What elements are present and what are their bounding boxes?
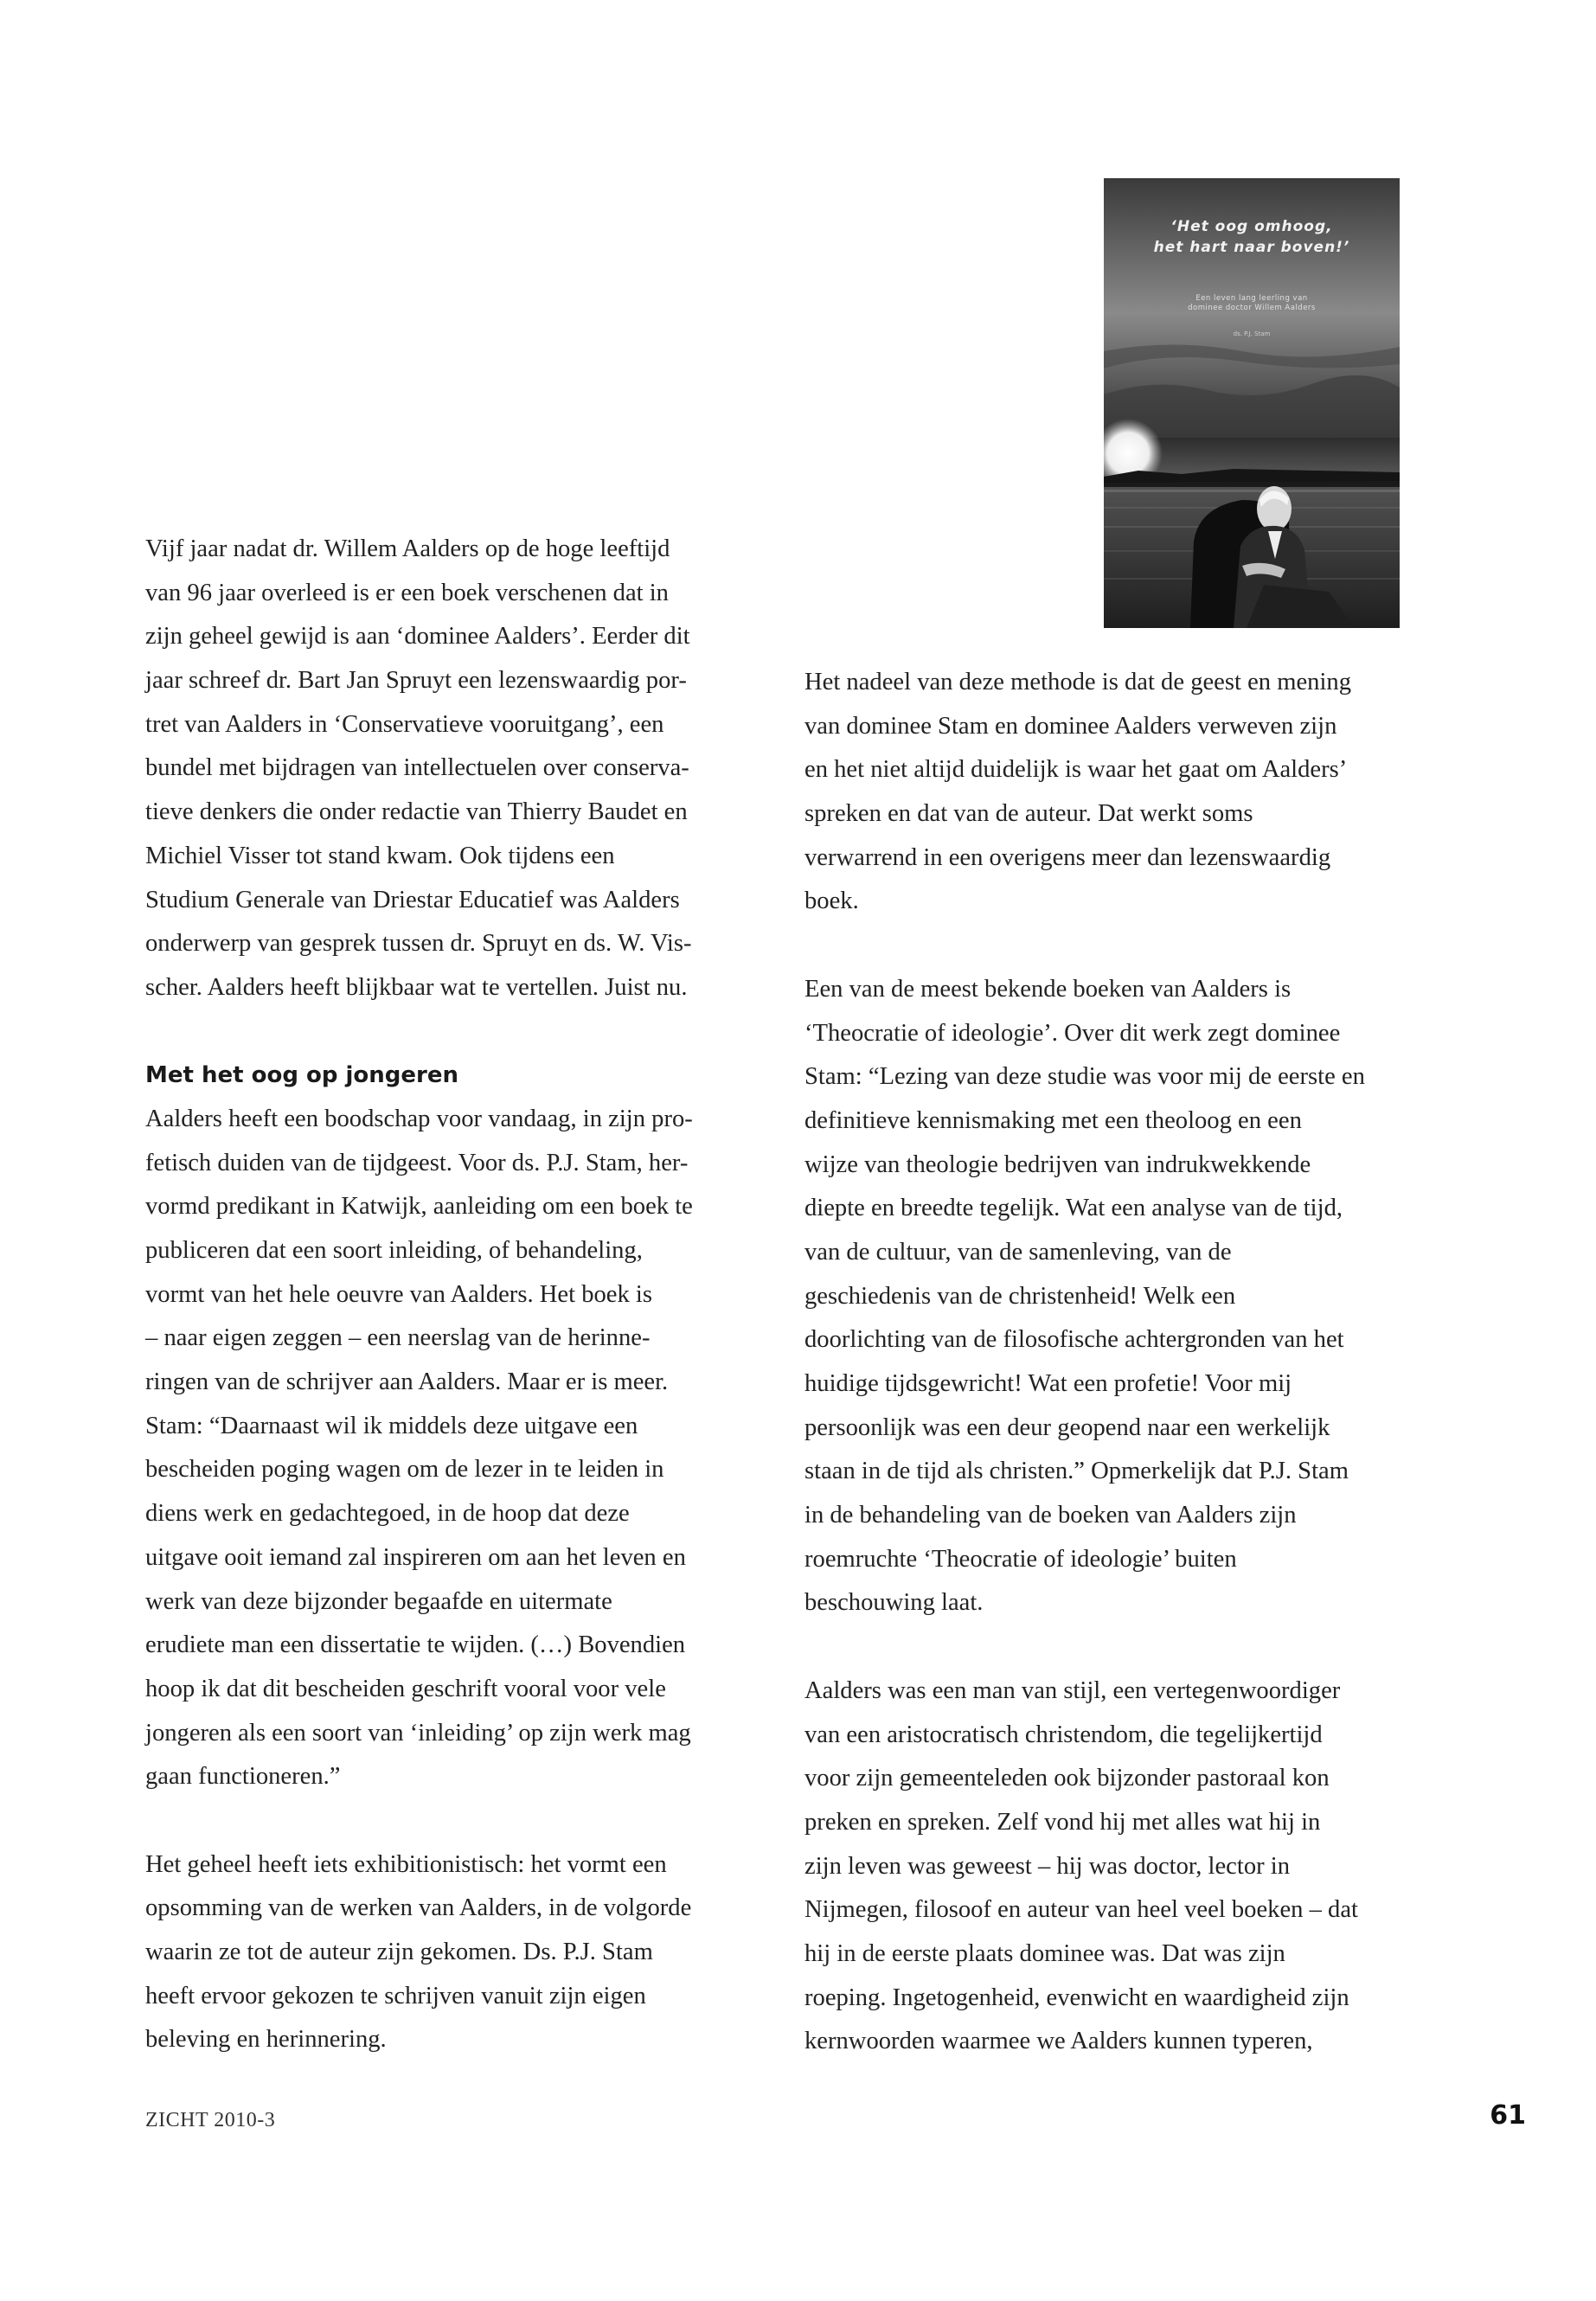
text-line: Studium Generale van Driestar Educatief was Aalders xyxy=(145,886,680,913)
text-line: opsomming van de werken van Aalders, in de volgorde xyxy=(145,1894,692,1922)
cover-author: ds. P.J. Stam xyxy=(1233,330,1271,337)
text-line: voor zijn gemeenteleden ook bijzonder pastoraal kon xyxy=(804,1765,1330,1792)
text-line: vormt van het hele oeuvre van Aalders. Het boek is xyxy=(145,1280,652,1308)
text-line: heeft ervoor gekozen te schrijven vanuit zijn eigen xyxy=(145,1982,646,2009)
journal-issue: ZICHT 2010-3 xyxy=(145,2109,276,2131)
book-cover-image xyxy=(1104,178,1400,628)
text-line: definitieve kennismaking met een theoloog en een xyxy=(804,1106,1302,1134)
text-line: diepte en breedte tegelijk. Wat een analyse van de tijd, xyxy=(804,1195,1343,1222)
text-line: Stam: “Lezing van deze studie was voor mij de eerste en xyxy=(804,1063,1365,1091)
text-line: Het geheel heeft iets exhibitionistisch: het vormt een xyxy=(145,1850,667,1878)
text-line: gaan functioneren.” xyxy=(145,1763,341,1791)
cover-subtitle-line1: Een leven lang leerling van xyxy=(1195,294,1308,303)
text-line: diens werk en gedachtegoed, in de hoop dat deze xyxy=(145,1500,630,1528)
section-heading: Met het oog op jongeren xyxy=(145,1062,459,1089)
right-paragraph-1 xyxy=(804,661,1410,924)
text-line: van dominee Stam en dominee Aalders verweven zijn xyxy=(804,712,1337,740)
text-line: huidige tijdsgewricht! Wat een profetie! Voor mij xyxy=(804,1370,1292,1397)
text-line: Aalders heeft een boodschap voor vandaag, in zijn pro- xyxy=(145,1105,693,1132)
text-line: zijn geheel gewijd is aan ‘dominee Aalders’. Eerder dit xyxy=(145,623,690,651)
text-line: van de cultuur, van de samenleving, van de xyxy=(804,1238,1232,1266)
text-line: en het niet altijd duidelijk is waar het gaat om Aalders’ xyxy=(804,756,1348,784)
text-line: staan in de tijd als christen.” Opmerkelijk dat P.J. Stam xyxy=(804,1458,1349,1485)
left-paragraph-1 xyxy=(145,528,742,1010)
text-line: scher. Aalders heeft blijkbaar wat te vertellen. Juist nu. xyxy=(145,973,688,1001)
text-line: jongeren als een soort van ‘inleiding’ op zijn werk mag xyxy=(145,1719,691,1747)
text-line: roeping. Ingetogenheid, evenwicht en waardigheid zijn xyxy=(804,1984,1349,2011)
text-line: kernwoorden waarmee we Aalders kunnen typeren, xyxy=(804,2028,1313,2055)
text-line: bescheiden poging wagen om de lezer in te leiden in xyxy=(145,1456,664,1484)
paragraph-gap xyxy=(145,1010,742,1054)
text-line: van 96 jaar overleed is er een boek verschenen dat in xyxy=(145,579,669,606)
text-line: tieve denkers die onder redactie van Thierry Baudet en xyxy=(145,798,688,826)
text-line: persoonlijk was een deur geopend naar een werkelijk xyxy=(804,1413,1330,1441)
text-line: waarin ze tot de auteur zijn gekomen. Ds. P.J. Stam xyxy=(145,1939,653,1965)
text-line: doorlichting van de filosofische achtergronden van het xyxy=(804,1326,1344,1354)
text-line: Stam: “Daarnaast wil ik middels deze uitgave een xyxy=(145,1412,638,1439)
text-line: Aalders was een man van stijl, een vertegenwoordiger xyxy=(804,1676,1341,1704)
text-line: Nijmegen, filosoof en auteur van heel veel boeken – dat xyxy=(804,1896,1358,1924)
text-line: vormd predikant in Katwijk, aanleiding om een boek te xyxy=(145,1193,693,1221)
text-line: boek. xyxy=(804,888,859,915)
text-line: erudiete man een dissertatie te wijden. (…) Bovendien xyxy=(145,1631,686,1659)
paragraph-gap xyxy=(145,1799,742,1843)
left-paragraph-3 xyxy=(145,1843,742,2062)
text-line: van een aristocratisch christendom, die tegelijkertijd xyxy=(804,1721,1323,1748)
left-paragraph-2 xyxy=(145,1098,742,1799)
text-line: zijn leven was geweest – hij was doctor, lector in xyxy=(804,1852,1291,1880)
text-line: Vijf jaar nadat dr. Willem Aalders op de hoge leeftijd xyxy=(145,535,670,562)
right-column xyxy=(804,661,1410,2064)
text-line: tret van Aalders in ‘Conservatieve vooruitgang’, een xyxy=(145,710,664,738)
text-line: hij in de eerste plaats dominee was. Dat was zijn xyxy=(804,1939,1285,1967)
right-paragraph-2 xyxy=(804,968,1410,1625)
right-paragraph-3 xyxy=(804,1670,1410,2064)
text-line: Een van de meest bekende boeken van Aalders is xyxy=(804,975,1292,1003)
text-line: fetisch duiden van de tijdgeest. Voor ds. P.J. Stam, her- xyxy=(145,1149,689,1176)
cover-title-line2: het hart naar boven!’ xyxy=(1153,239,1350,256)
text-line: ‘Theocratie of ideologie’. Over dit werk zegt dominee xyxy=(804,1019,1341,1047)
text-line: verwarrend in een overigens meer dan lezenswaardig xyxy=(804,843,1331,871)
cover-subtitle xyxy=(1104,294,1400,313)
text-line: ringen van de schrijver aan Aalders. Maar er is meer. xyxy=(145,1368,669,1396)
paragraph-gap xyxy=(804,924,1410,968)
cover-title-line1: ‘Het oog omhoog, xyxy=(1170,218,1333,235)
text-line: Michiel Visser tot stand kwam. Ook tijdens een xyxy=(145,842,615,869)
text-line: uitgave ooit iemand zal inspireren om aan het leven en xyxy=(145,1543,686,1571)
text-line: beleving en herinnering. xyxy=(145,2026,387,2054)
text-line: wijze van theologie bedrijven van indrukwekkende xyxy=(804,1150,1311,1178)
page-number: 61 xyxy=(1490,2100,1526,2131)
text-line: – naar eigen zeggen – een neerslag van de herinne- xyxy=(145,1324,651,1352)
cover-title xyxy=(1104,216,1400,258)
text-line: bundel met bijdragen van intellectuelen over conserva- xyxy=(145,754,689,782)
text-line: preken en spreken. Zelf vond hij met alles wat hij in xyxy=(804,1808,1321,1836)
text-line: publiceren dat een soort inleiding, of behandeling, xyxy=(145,1237,643,1264)
text-line: geschiedenis van de christenheid! Welk een xyxy=(804,1282,1236,1310)
text-line: in de behandeling van de boeken van Aalders zijn xyxy=(804,1502,1297,1529)
text-line: spreken en dat van de auteur. Dat werkt soms xyxy=(804,800,1253,828)
left-column xyxy=(145,528,742,2062)
text-line: beschouwing laat. xyxy=(804,1589,984,1617)
text-line: werk van deze bijzonder begaafde en uitermate xyxy=(145,1587,612,1615)
text-line: onderwerp van gesprek tussen dr. Spruyt en ds. W. Vis- xyxy=(145,930,692,958)
text-line: hoop ik dat dit bescheiden geschrift vooral voor vele xyxy=(145,1675,666,1702)
text-line: Het nadeel van deze methode is dat de geest en mening xyxy=(804,669,1351,695)
text-line: roemruchte ‘Theocratie of ideologie’ buiten xyxy=(804,1545,1237,1573)
cover-subtitle-line2: dominee doctor Willem Aalders xyxy=(1188,304,1316,312)
text-line: jaar schreef dr. Bart Jan Spruyt een lezenswaardig por- xyxy=(145,667,687,695)
paragraph-gap xyxy=(804,1625,1410,1670)
